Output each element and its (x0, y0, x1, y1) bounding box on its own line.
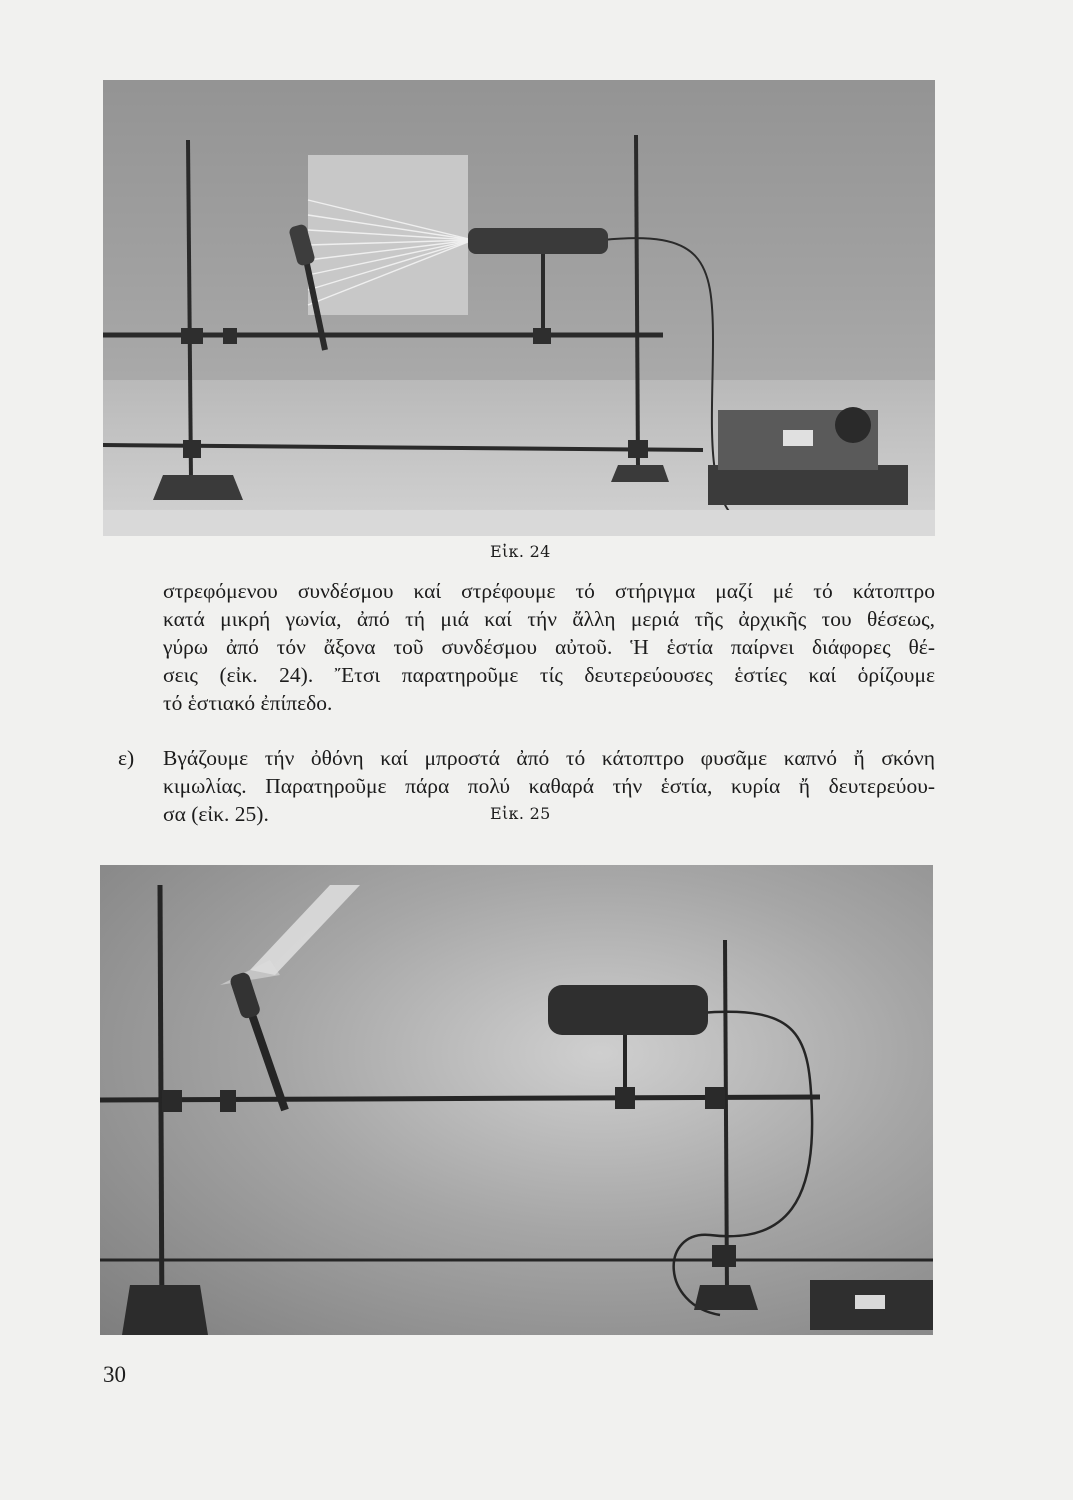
paragraph-d-line-5: τό ἑστιακό ἐπίπεδο. (163, 691, 333, 715)
figure-25-caption: Εἰκ. 25 (490, 804, 551, 823)
paragraph-d-line-2: κατά μικρή γωνία, ἀπό τή μιά καί τήν ἄλλη μεριά τῆς ἀρχικῆς του θέσεως, (163, 607, 935, 631)
item-e-line-2: κιμωλίας. Παρατηροῦμε πάρα πολύ καθαρά τήν ἑστία, κυρία ἤ δευτερεύου- (163, 774, 935, 798)
item-e-marker: ε) (118, 746, 135, 770)
item-e-line-1: Βγάζουμε τήν ὀθόνη καί μπροστά ἀπό τό κάτοπτρο φυσᾶμε καπνό ἤ σκόνη (163, 746, 935, 770)
paragraph-d-line-3: γύρω ἀπό τόν ἄξονα τοῦ συνδέσμου αὐτοῦ. Ἡ ἑστία παίρνει διάφορες θέ- (163, 635, 935, 659)
figure-24-photo (103, 80, 935, 536)
figure-24-caption: Εἰκ. 24 (490, 542, 551, 561)
item-e-line-3: σα (εἰκ. 25). (163, 802, 269, 826)
figure-25-photo (100, 865, 933, 1335)
figure-25-illustration (100, 865, 933, 1335)
paragraph-d-line-1: στρεφόμενου συνδέσμου καί στρέφουμε τό στήριγμα μαζί μέ τό κάτοπτρο (163, 579, 935, 603)
paragraph-d-line-4: σεις (εἰκ. 24). Ἔτσι παρατηροῦμε τίς δευτερεύουσες ἑστίες καί ὁρίζουμε (163, 663, 935, 687)
page-number: 30 (103, 1362, 126, 1387)
figure-24-illustration (103, 80, 935, 536)
paragraph-d (163, 577, 935, 717)
